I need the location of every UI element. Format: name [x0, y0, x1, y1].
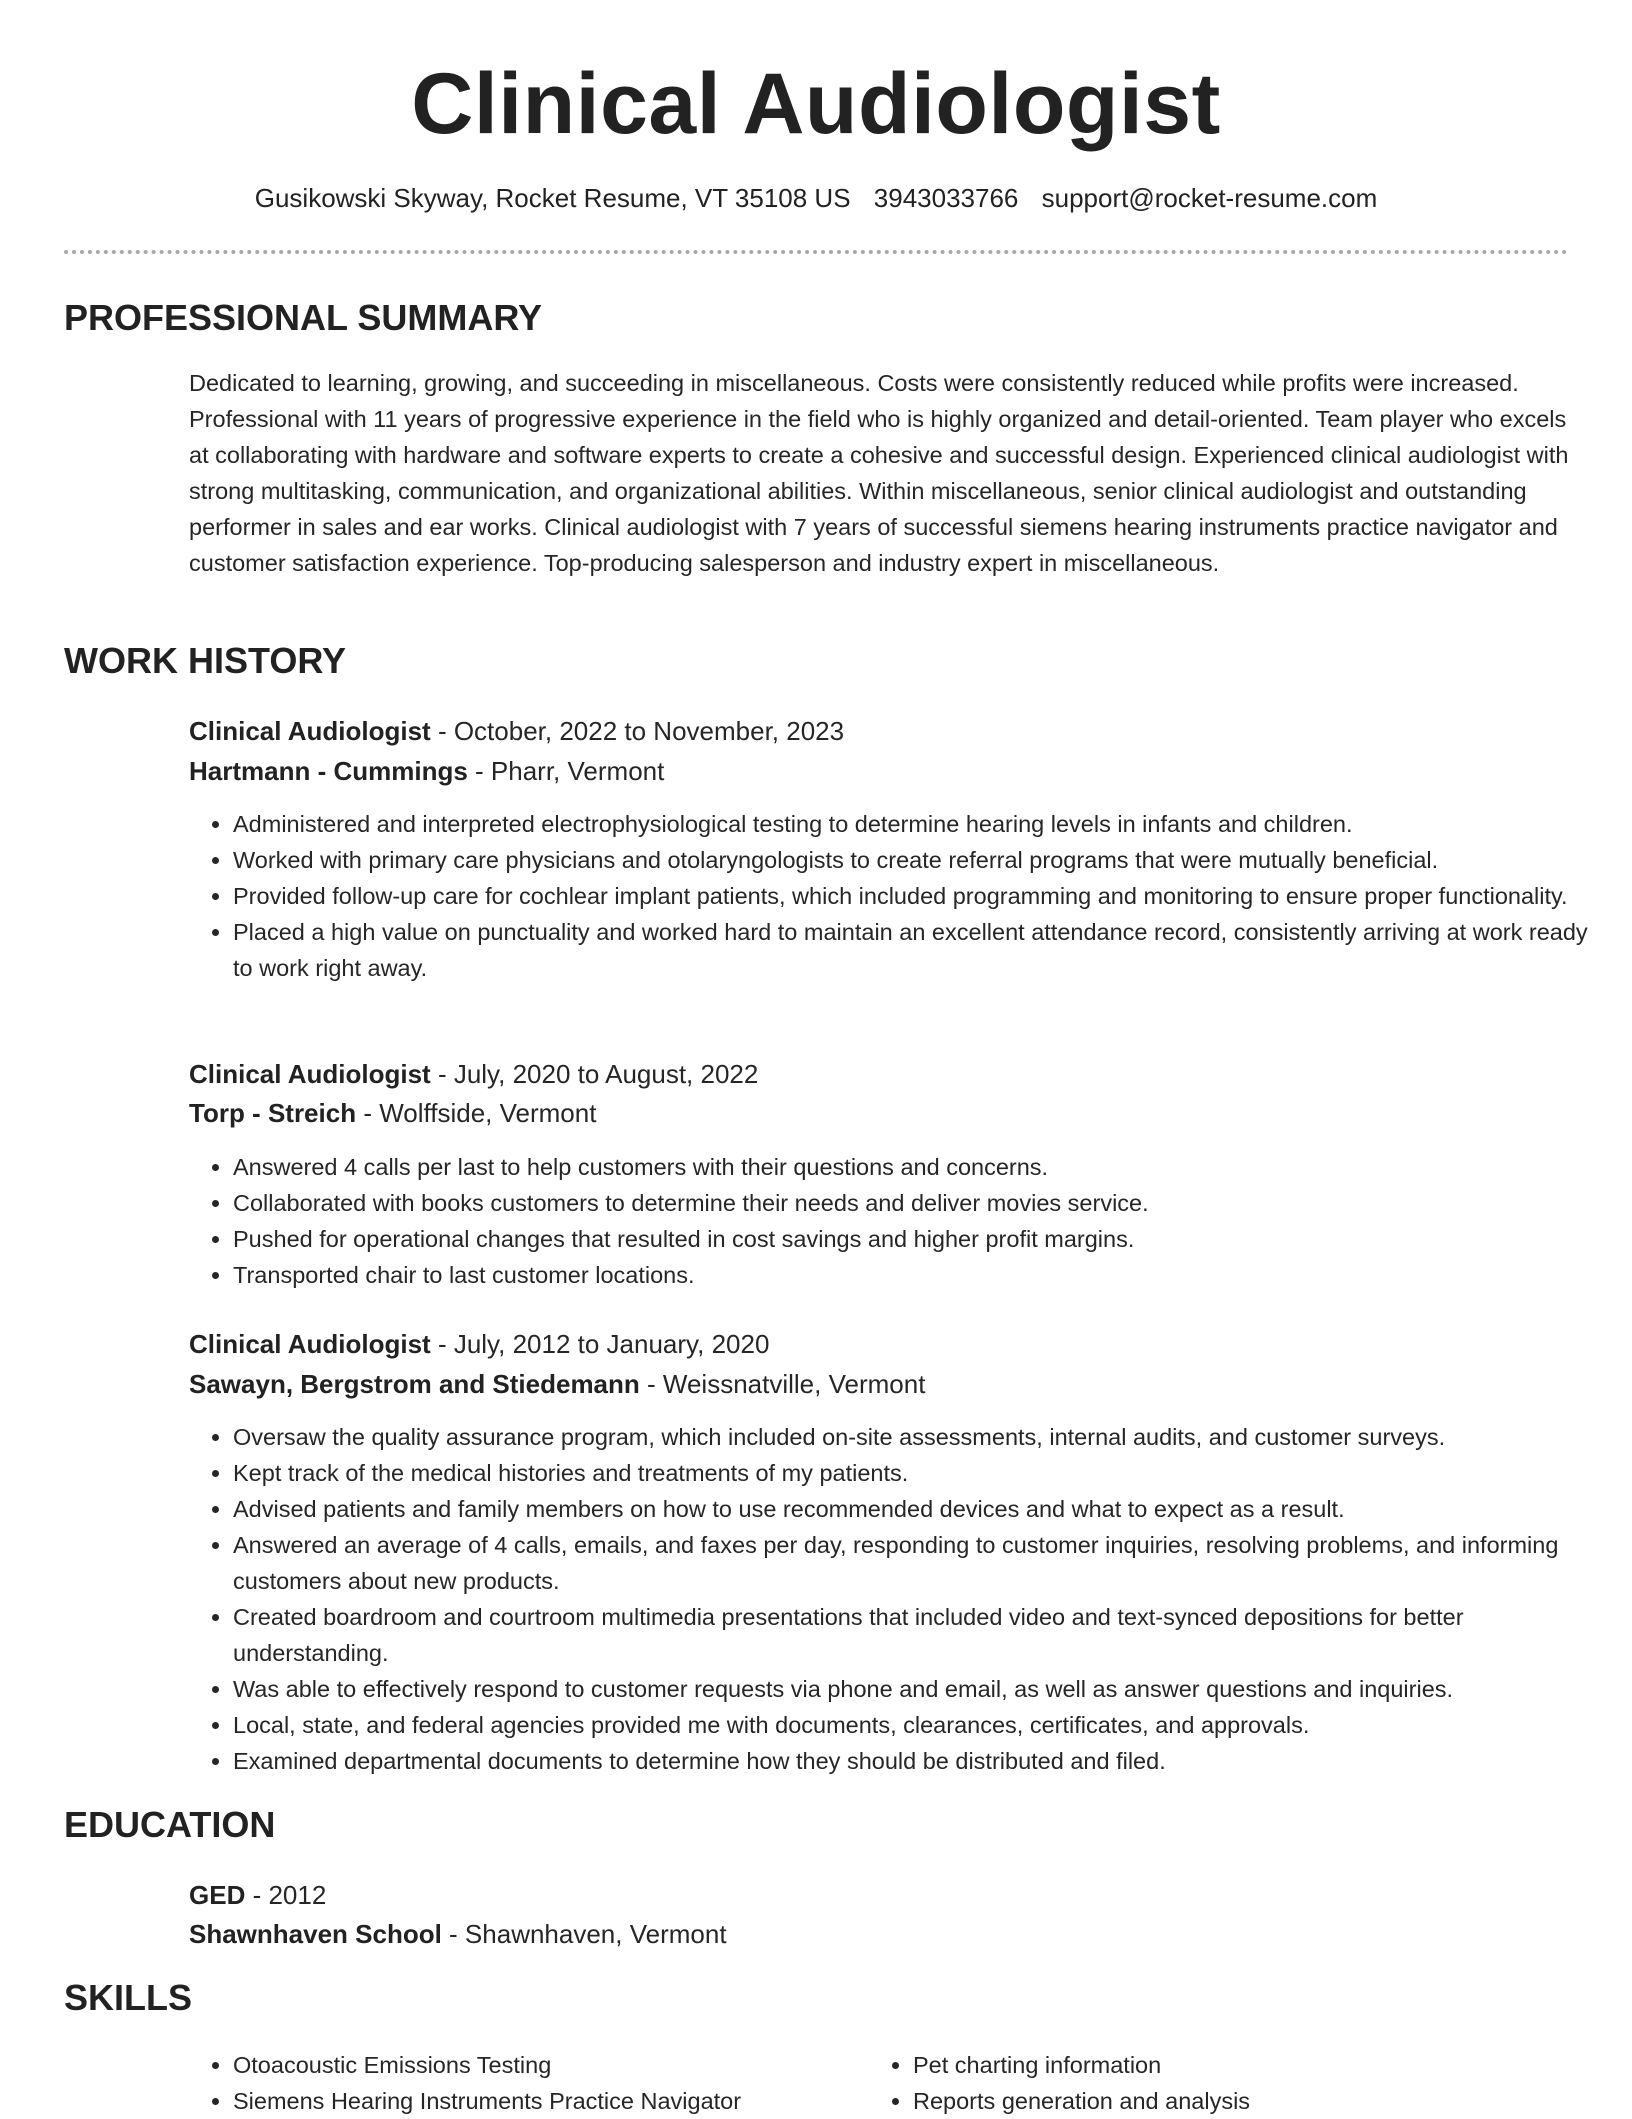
job-title: Clinical Audiologist — [189, 716, 431, 746]
job-bullets — [189, 1419, 1603, 1779]
summary-heading: PROFESSIONAL SUMMARY — [64, 297, 543, 338]
list-item: • Local, state, and federal agencies provided me with documents, clearances, certificates, and approvals. — [233, 1707, 1603, 1743]
skills-heading: SKILLS — [64, 1977, 193, 2018]
job-title-line — [189, 713, 844, 749]
contact-email: support@rocket-resume.com — [1041, 183, 1378, 213]
job-company: Torp - Streich — [189, 1098, 357, 1128]
header-divider — [64, 250, 1568, 254]
job-company-line — [189, 753, 664, 789]
list-item: • Worked with primary care physicians and otolaryngologists to create referral programs that were mutually beneficial. — [233, 842, 1603, 878]
job-title-line — [189, 1056, 758, 1092]
job-title-line — [189, 1326, 769, 1362]
job-location: - Pharr, Vermont — [467, 756, 665, 786]
education-degree: GED — [189, 1880, 246, 1910]
skill-item: • Otoacoustic Emissions Testing — [233, 2047, 833, 2083]
list-item: • Kept track of the medical histories and treatments of my patients. — [233, 1455, 1603, 1491]
list-item: • Provided follow-up care for cochlear implant patients, which included programming and monitoring to ensure proper functionality. — [233, 878, 1603, 914]
job-dates: - July, 2012 to January, 2020 — [430, 1329, 770, 1359]
job-company-line — [189, 1366, 925, 1402]
job-dates: - October, 2022 to November, 2023 — [430, 716, 845, 746]
skill-item: • Reports generation and analysis — [913, 2083, 1513, 2119]
list-item: • Answered 4 calls per last to help customers with their questions and concerns. — [233, 1149, 1603, 1185]
contact-line — [0, 180, 1632, 216]
education-year: - 2012 — [245, 1880, 327, 1910]
work-history-heading: WORK HISTORY — [64, 640, 347, 681]
list-item: • Advised patients and family members on how to use recommended devices and what to expect as a result. — [233, 1491, 1603, 1527]
education-school: Shawnhaven School — [189, 1919, 442, 1949]
job-location: - Weissnatville, Vermont — [639, 1369, 926, 1399]
job-title: Clinical Audiologist — [189, 1329, 431, 1359]
list-item: • Pushed for operational changes that resulted in cost savings and higher profit margins. — [233, 1221, 1603, 1257]
job-company-line — [189, 1095, 596, 1131]
contact-phone: 3943033766 — [873, 183, 1019, 213]
skills-right-column — [869, 2047, 1513, 2119]
list-item: • Placed a high value on punctuality and worked hard to maintain an excellent attendance record, consistently arriving at work ready to work right away. — [233, 914, 1603, 986]
resume-name: Clinical Audiologist — [411, 56, 1221, 152]
job-dates: - July, 2020 to August, 2022 — [430, 1059, 759, 1089]
contact-address: Gusikowski Skyway, Rocket Resume, VT 35108 US — [254, 183, 851, 213]
education-location: - Shawnhaven, Vermont — [441, 1919, 727, 1949]
job-bullets — [189, 806, 1603, 986]
list-item: • Oversaw the quality assurance program, which included on-site assessments, internal audits, and customer surveys. — [233, 1419, 1603, 1455]
list-item: • Examined departmental documents to determine how they should be distributed and filed. — [233, 1743, 1603, 1779]
education-heading: EDUCATION — [64, 1804, 276, 1845]
list-item: • Administered and interpreted electrophysiological testing to determine hearing levels in infants and children. — [233, 806, 1603, 842]
list-item: • Was able to effectively respond to customer requests via phone and email, as well as answer questions and inquiries. — [233, 1671, 1603, 1707]
list-item: • Transported chair to last customer locations. — [233, 1257, 1603, 1293]
job-location: - Wolffside, Vermont — [356, 1098, 597, 1128]
job-company: Hartmann - Cummings — [189, 756, 468, 786]
list-item: • Answered an average of 4 calls, emails, and faxes per day, responding to customer inquiries, resolving problems, and informing customers about new products. — [233, 1527, 1603, 1599]
job-title: Clinical Audiologist — [189, 1059, 431, 1089]
skills-left-column — [189, 2047, 833, 2119]
list-item: • Collaborated with books customers to determine their needs and deliver movies service. — [233, 1185, 1603, 1221]
education-school-line — [189, 1916, 727, 1952]
skill-item: • Pet charting information — [913, 2047, 1513, 2083]
skill-item: • Siemens Hearing Instruments Practice Navigator — [233, 2083, 833, 2119]
list-item: • Created boardroom and courtroom multimedia presentations that included video and text-synced depositions for better understanding. — [233, 1599, 1603, 1671]
education-degree-line — [189, 1877, 326, 1913]
job-company: Sawayn, Bergstrom and Stiedemann — [189, 1369, 640, 1399]
summary-text: Dedicated to learning, growing, and succeeding in miscellaneous. Costs were consistently reduced while profits were increased. Professional with 11 years of progressive experience in the field who is highly organized and detail-oriented. Team player who excels at collaborating with hardware and software experts to create a cohesive and successful design. Experienced clinical audiologist with strong multitasking, communication, and organizational abilities. Within miscellaneous, senior clinical audiologist and outstanding performer in sales and ear works. Clinical audiologist with 7 years of successful siemens hearing instruments practice navigator and customer satisfaction experience. Top-producing salesperson and industry expert in miscellaneous. — [189, 370, 1569, 576]
job-bullets — [189, 1149, 1603, 1293]
